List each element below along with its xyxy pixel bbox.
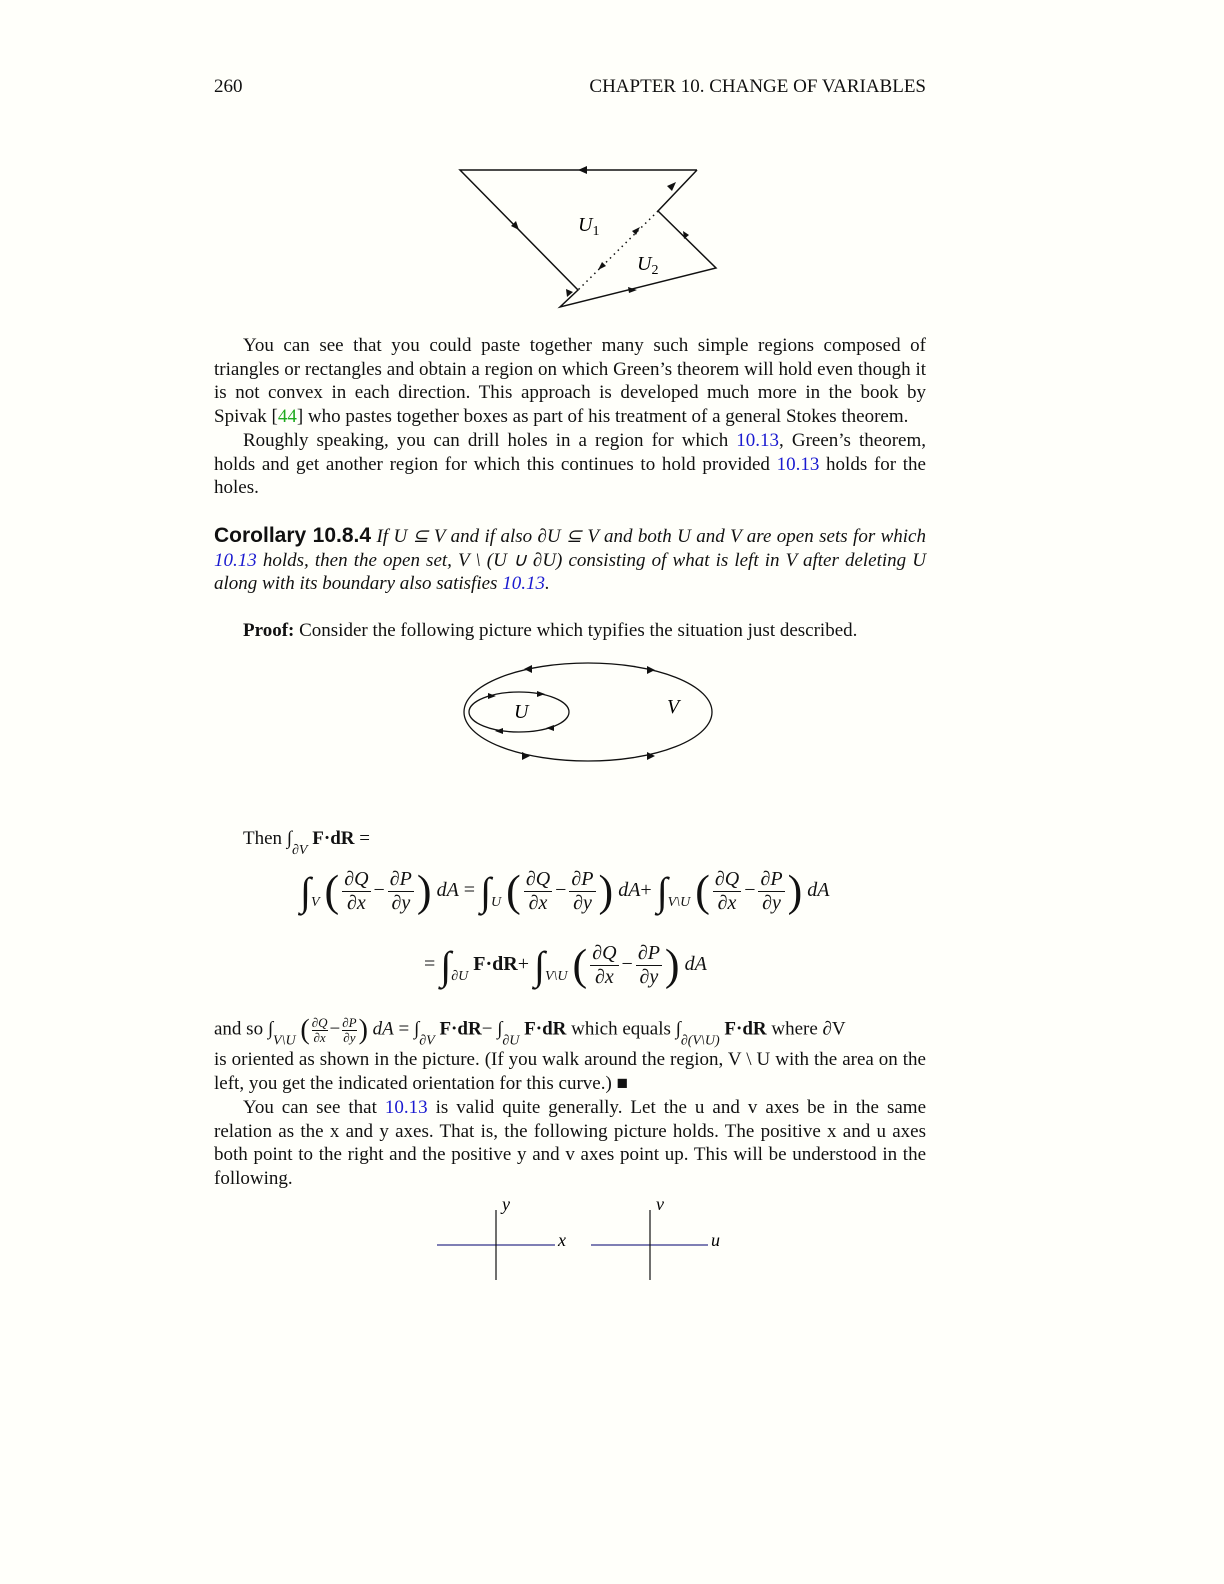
x-axis-label: x [558, 1230, 566, 1250]
math-text: F·dR [439, 1018, 482, 1040]
math-text: + [640, 879, 652, 902]
equation-ref-link[interactable]: 10.13 [384, 1097, 428, 1118]
orientation-paragraph [214, 1048, 926, 1095]
integral-sign: ∫ [286, 828, 293, 849]
subscript: V\U [544, 969, 568, 985]
text: holds for the holes. [214, 453, 926, 499]
chapter-title: CHAPTER 10. CHANGE OF VARIABLES [589, 76, 926, 97]
math-text: dA [618, 879, 641, 902]
text: ] who pastes together boxes as part of his treatment of a general Stokes theorem. [296, 406, 909, 428]
text: , Green’s theorem, holds and get another region for which this continues to hold provided [214, 430, 926, 475]
denominator: ∂x [313, 1029, 326, 1045]
paragraph-drill-holes [214, 429, 926, 500]
u-axis-label: u [711, 1230, 720, 1250]
numerator: ∂Q [592, 942, 617, 964]
subscript: ∂U [451, 969, 469, 985]
math-text: = [398, 1018, 410, 1040]
paren: ) [416, 866, 432, 916]
math-text: dA [436, 879, 459, 902]
numerator: ∂Q [344, 868, 369, 890]
math-text: = [463, 879, 476, 902]
paren: ) [787, 866, 803, 916]
subscript: V\U [667, 895, 691, 911]
v-axis-label: v [656, 1194, 664, 1214]
math-text: F·dR [312, 828, 355, 849]
arrow-heads [511, 166, 689, 297]
numerator: ∂Q [714, 868, 740, 890]
proof-intro [243, 619, 943, 643]
proof-label: Proof: [243, 620, 295, 641]
text: is oriented as shown in the picture. (If you walk around the region, V \ U with the area on the left, you get the indicated orientation for this curve.) ■ [214, 1049, 926, 1094]
text: holds, then the open set, V \ (U ∪ ∂U) consisting of what is left in V after deleting U along with its boundary also satisfies [214, 549, 926, 595]
paren: ( [324, 866, 340, 916]
label-v: V [667, 696, 680, 718]
label-u1: $U_1$ [578, 214, 600, 239]
uv-axes [591, 1194, 720, 1280]
math-text: − [621, 953, 633, 976]
equation-ref-link[interactable]: 10.13 [214, 549, 257, 571]
text: where ∂V [766, 1018, 846, 1040]
integral-sign: ∫ [480, 869, 492, 914]
figure-regions-u-v [0, 650, 1224, 780]
numerator: ∂P [342, 1015, 357, 1030]
math-text: − [555, 879, 567, 902]
math-text: − [744, 879, 756, 902]
citation-link[interactable]: 44 [277, 406, 297, 428]
text: which equals [566, 1018, 676, 1040]
numerator: ∂P [637, 942, 660, 964]
paren: ( [572, 940, 588, 990]
y-axis-label: y [502, 1194, 510, 1214]
math-text: dA [807, 879, 830, 902]
equation-2 [424, 942, 707, 989]
denominator: ∂x [528, 892, 548, 914]
integral-sign: ∫ [267, 1018, 274, 1040]
integral-sign: ∫ [497, 1018, 503, 1040]
paren: ( [506, 866, 521, 916]
math-text: − [481, 1018, 493, 1040]
math-text: F·dR [524, 1018, 567, 1040]
denominator: ∂y [639, 966, 659, 988]
paren: ) [598, 866, 614, 916]
text: . [544, 573, 550, 595]
math-text: = [424, 953, 436, 976]
numerator: ∂P [571, 868, 594, 890]
subscript: U [491, 895, 502, 911]
subscript: ∂(V\U) [680, 1033, 720, 1049]
text: Roughly speaking, you can drill holes in a region for which [243, 430, 737, 451]
numerator: ∂Q [525, 868, 551, 890]
numerator: ∂P [389, 868, 412, 890]
integral-sign: ∫ [440, 943, 452, 988]
denominator: ∂y [762, 892, 781, 914]
math-text: − [329, 1018, 341, 1040]
label-u2: $U_2$ [637, 253, 659, 278]
math-text: − [373, 879, 385, 902]
subscript: V\U [273, 1033, 296, 1049]
math-text: dA [684, 953, 707, 976]
math-text: dA [372, 1018, 394, 1040]
denominator: ∂x [717, 892, 737, 914]
math-text: F·dR [473, 953, 518, 976]
text: If U ⊆ V and if also ∂U ⊆ V and both U and V are open sets for which [371, 526, 926, 547]
denominator: ∂x [594, 966, 614, 988]
denominator: ∂y [391, 892, 411, 914]
denominator: ∂x [346, 892, 366, 914]
label-u: U [514, 701, 529, 723]
equation-ref-link[interactable]: 10.13 [776, 453, 820, 475]
math-text: + [517, 953, 530, 976]
text: You can see that you could paste together many such simple regions composed of triangles or rectangles and obtain a region on which Green’s theorem will hold even though it is not convex in each direction. This approach is developed much more in the book by Spivak [ [214, 335, 926, 428]
numerator: ∂Q [311, 1015, 328, 1030]
text: Then [243, 828, 287, 849]
paren: ) [664, 940, 680, 990]
subscript: ∂U [502, 1033, 520, 1049]
xy-axes [437, 1194, 566, 1280]
math-text: F·dR [724, 1018, 767, 1040]
text: is valid quite generally. Let the u and v axes be in the same relation as the x and y axes. That is, the following picture holds. The positive x and u axes both point to the right and the positive y and v axes point up. This will be understood in the following. [214, 1097, 926, 1190]
subscript: ∂V [292, 843, 308, 858]
text: You can see that [243, 1097, 385, 1118]
equation-ref-link[interactable]: 10.13 [502, 573, 545, 595]
integral-sign: ∫ [534, 943, 545, 988]
numerator: ∂P [760, 868, 783, 890]
then-line [243, 827, 370, 863]
equation-ref-link[interactable]: 10.13 [736, 430, 780, 451]
subscript: V [310, 895, 320, 911]
figure-regions-u1-u2 [0, 0, 1224, 330]
subscript: ∂V [419, 1033, 435, 1049]
paragraph-green-theorem [214, 334, 926, 429]
text: and so [214, 1018, 268, 1040]
boundary-path [460, 170, 716, 307]
paragraph-uv-axes [214, 1096, 926, 1191]
corollary-10-8-4 [214, 524, 926, 596]
integral-sign: ∫ [414, 1018, 420, 1040]
figure-axes [0, 1190, 1224, 1290]
integral-sign: ∫ [300, 869, 311, 914]
integral-sign: ∫ [656, 869, 668, 914]
denominator: ∂y [343, 1029, 356, 1045]
denominator: ∂y [573, 892, 592, 914]
math-text: = [359, 828, 370, 849]
paren: ( [300, 1014, 310, 1046]
paren: ) [358, 1014, 368, 1046]
paren: ( [695, 866, 710, 916]
page-number: 260 [214, 76, 243, 97]
text: Consider the following picture which typifies the situation just described. [294, 620, 858, 641]
corollary-heading: Corollary 10.8.4 [214, 524, 372, 547]
equation-1 [300, 868, 829, 915]
integral-sign: ∫ [675, 1018, 681, 1040]
